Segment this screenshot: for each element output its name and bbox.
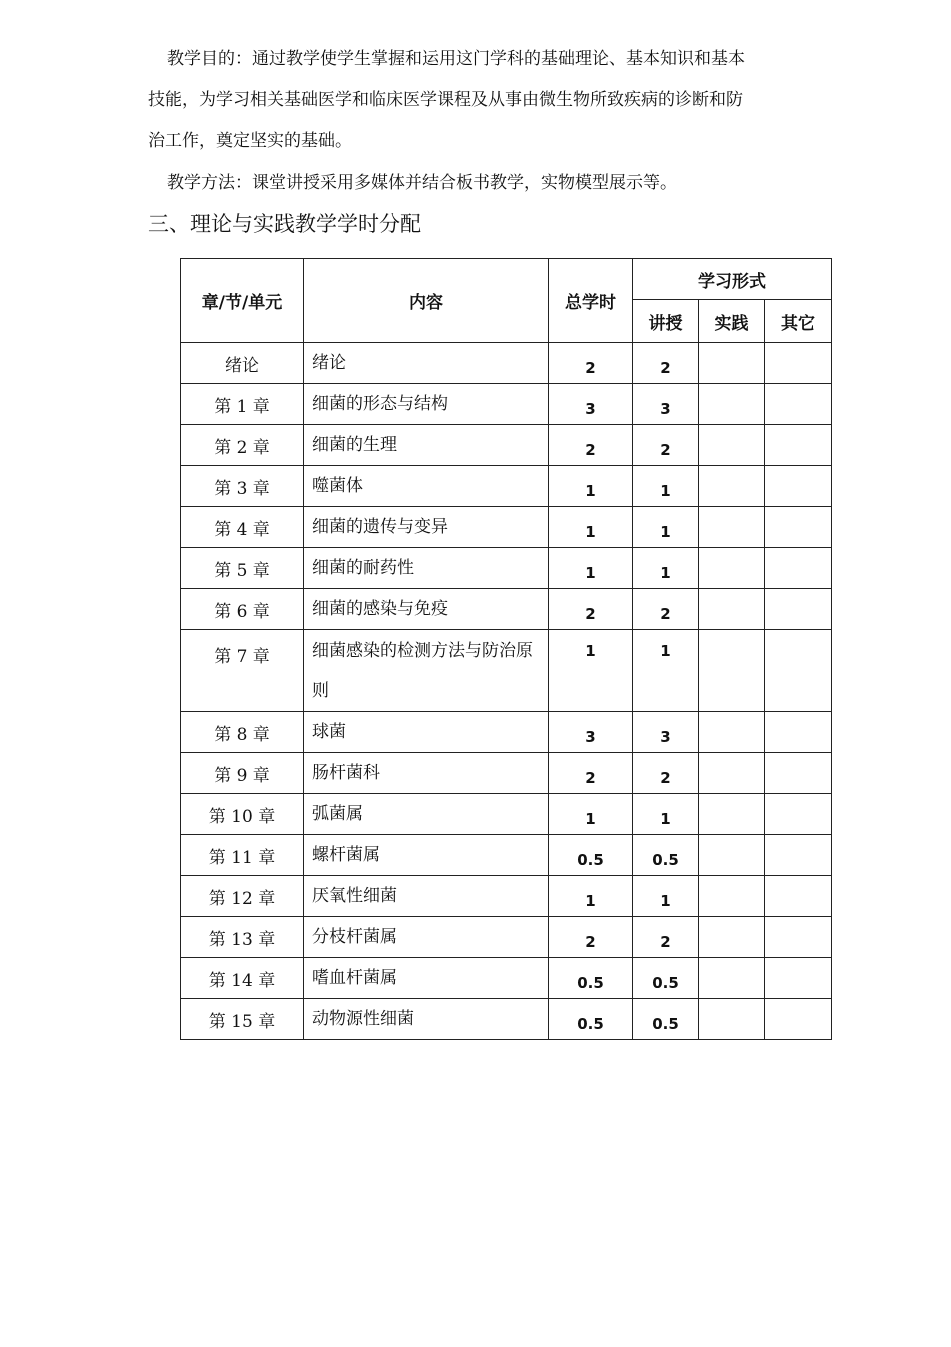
cell-content: 螺杆菌属 bbox=[304, 835, 549, 876]
header-content: 内容 bbox=[304, 259, 549, 343]
cell-content: 肠杆菌科 bbox=[304, 753, 549, 794]
cell-other-hours bbox=[765, 876, 832, 917]
cell-other-hours bbox=[765, 958, 832, 999]
cell-total-hours: 2 bbox=[549, 753, 633, 794]
table-row bbox=[181, 466, 832, 507]
cell-other-hours bbox=[765, 835, 832, 876]
cell-chapter: 第 4 章 bbox=[181, 507, 304, 548]
hours-allocation-table bbox=[180, 258, 832, 1040]
cell-practice-hours bbox=[699, 958, 765, 999]
cell-content: 细菌的形态与结构 bbox=[304, 384, 549, 425]
cell-content: 细菌的生理 bbox=[304, 425, 549, 466]
cell-content: 绪论 bbox=[304, 343, 549, 384]
cell-other-hours bbox=[765, 384, 832, 425]
cell-total-hours: 0.5 bbox=[549, 999, 633, 1040]
cell-chapter: 第 8 章 bbox=[181, 712, 304, 753]
cell-content: 细菌的耐药性 bbox=[304, 548, 549, 589]
cell-content: 细菌的遗传与变异 bbox=[304, 507, 549, 548]
cell-lecture-hours: 3 bbox=[633, 712, 699, 753]
cell-content: 球菌 bbox=[304, 712, 549, 753]
cell-lecture-hours: 1 bbox=[633, 507, 699, 548]
header-practice: 实践 bbox=[699, 300, 765, 343]
table-row bbox=[181, 712, 832, 753]
cell-total-hours: 1 bbox=[549, 630, 633, 712]
cell-lecture-hours: 0.5 bbox=[633, 958, 699, 999]
cell-other-hours bbox=[765, 794, 832, 835]
cell-total-hours: 1 bbox=[549, 876, 633, 917]
table-row bbox=[181, 958, 832, 999]
cell-total-hours: 1 bbox=[549, 507, 633, 548]
cell-total-hours: 0.5 bbox=[549, 835, 633, 876]
section-heading: 三、理论与实践教学学时分配 bbox=[148, 212, 421, 236]
cell-other-hours bbox=[765, 425, 832, 466]
cell-practice-hours bbox=[699, 384, 765, 425]
cell-lecture-hours: 2 bbox=[633, 753, 699, 794]
table-row bbox=[181, 753, 832, 794]
cell-content: 细菌的感染与免疫 bbox=[304, 589, 549, 630]
cell-chapter: 第 14 章 bbox=[181, 958, 304, 999]
cell-content: 噬菌体 bbox=[304, 466, 549, 507]
cell-lecture-hours: 0.5 bbox=[633, 999, 699, 1040]
cell-other-hours bbox=[765, 753, 832, 794]
table-row bbox=[181, 384, 832, 425]
cell-practice-hours bbox=[699, 548, 765, 589]
cell-chapter: 第 6 章 bbox=[181, 589, 304, 630]
cell-chapter: 第 15 章 bbox=[181, 999, 304, 1040]
cell-content: 厌氧性细菌 bbox=[304, 876, 549, 917]
cell-practice-hours bbox=[699, 753, 765, 794]
cell-lecture-hours: 2 bbox=[633, 343, 699, 384]
table-body bbox=[181, 343, 832, 1040]
cell-chapter: 第 12 章 bbox=[181, 876, 304, 917]
cell-chapter: 第 5 章 bbox=[181, 548, 304, 589]
cell-practice-hours bbox=[699, 999, 765, 1040]
table-row bbox=[181, 999, 832, 1040]
cell-practice-hours bbox=[699, 425, 765, 466]
cell-total-hours: 0.5 bbox=[549, 958, 633, 999]
cell-other-hours bbox=[765, 548, 832, 589]
cell-chapter: 第 13 章 bbox=[181, 917, 304, 958]
cell-content: 分枝杆菌属 bbox=[304, 917, 549, 958]
cell-lecture-hours: 2 bbox=[633, 917, 699, 958]
cell-chapter: 第 11 章 bbox=[181, 835, 304, 876]
cell-chapter: 第 3 章 bbox=[181, 466, 304, 507]
cell-other-hours bbox=[765, 712, 832, 753]
cell-content: 细菌感染的检测方法与防治原则 bbox=[304, 630, 549, 712]
cell-other-hours bbox=[765, 507, 832, 548]
cell-content: 动物源性细菌 bbox=[304, 999, 549, 1040]
cell-lecture-hours: 3 bbox=[633, 384, 699, 425]
cell-practice-hours bbox=[699, 835, 765, 876]
cell-other-hours bbox=[765, 589, 832, 630]
cell-content: 嗜血杆菌属 bbox=[304, 958, 549, 999]
table-row bbox=[181, 589, 832, 630]
cell-lecture-hours: 1 bbox=[633, 630, 699, 712]
cell-total-hours: 2 bbox=[549, 589, 633, 630]
table-row bbox=[181, 794, 832, 835]
table-row bbox=[181, 835, 832, 876]
cell-total-hours: 1 bbox=[549, 794, 633, 835]
cell-chapter: 第 2 章 bbox=[181, 425, 304, 466]
header-other: 其它 bbox=[765, 300, 832, 343]
header-total-hours: 总学时 bbox=[549, 259, 633, 343]
cell-total-hours: 3 bbox=[549, 384, 633, 425]
cell-chapter: 第 7 章 bbox=[181, 630, 304, 712]
cell-other-hours bbox=[765, 630, 832, 712]
cell-other-hours bbox=[765, 466, 832, 507]
cell-practice-hours bbox=[699, 630, 765, 712]
cell-total-hours: 2 bbox=[549, 917, 633, 958]
header-lecture: 讲授 bbox=[633, 300, 699, 343]
table-row bbox=[181, 917, 832, 958]
cell-chapter: 第 9 章 bbox=[181, 753, 304, 794]
purpose-line-3: 治工作，奠定坚实的基础。 bbox=[148, 131, 352, 151]
cell-total-hours: 1 bbox=[549, 466, 633, 507]
cell-total-hours: 2 bbox=[549, 425, 633, 466]
cell-lecture-hours: 1 bbox=[633, 794, 699, 835]
cell-total-hours: 1 bbox=[549, 548, 633, 589]
cell-chapter: 第 1 章 bbox=[181, 384, 304, 425]
cell-content: 弧菌属 bbox=[304, 794, 549, 835]
header-chapter: 章/节/单元 bbox=[181, 259, 304, 343]
header-learning-form: 学习形式 bbox=[633, 259, 832, 300]
cell-total-hours: 3 bbox=[549, 712, 633, 753]
table-row bbox=[181, 425, 832, 466]
cell-practice-hours bbox=[699, 917, 765, 958]
table-row bbox=[181, 507, 832, 548]
cell-lecture-hours: 0.5 bbox=[633, 835, 699, 876]
cell-other-hours bbox=[765, 343, 832, 384]
cell-lecture-hours: 2 bbox=[633, 425, 699, 466]
table-row bbox=[181, 343, 832, 384]
cell-practice-hours bbox=[699, 589, 765, 630]
cell-practice-hours bbox=[699, 466, 765, 507]
cell-other-hours bbox=[765, 999, 832, 1040]
purpose-line-2: 技能，为学习相关基础医学和临床医学课程及从事由微生物所致疾病的诊断和防 bbox=[148, 90, 743, 110]
cell-total-hours: 2 bbox=[549, 343, 633, 384]
cell-practice-hours bbox=[699, 507, 765, 548]
method-paragraph: 教学方法：课堂讲授采用多媒体并结合板书教学，实物模型展示等。 bbox=[167, 173, 677, 193]
cell-practice-hours bbox=[699, 712, 765, 753]
table-row bbox=[181, 630, 832, 712]
purpose-line-1: 教学目的：通过教学使学生掌握和运用这门学科的基础理论、基本知识和基本 bbox=[167, 49, 745, 69]
table-row bbox=[181, 548, 832, 589]
cell-practice-hours bbox=[699, 876, 765, 917]
cell-lecture-hours: 1 bbox=[633, 548, 699, 589]
cell-chapter: 第 10 章 bbox=[181, 794, 304, 835]
cell-practice-hours bbox=[699, 794, 765, 835]
cell-chapter: 绪论 bbox=[181, 343, 304, 384]
cell-lecture-hours: 1 bbox=[633, 876, 699, 917]
table-row bbox=[181, 876, 832, 917]
cell-lecture-hours: 1 bbox=[633, 466, 699, 507]
cell-practice-hours bbox=[699, 343, 765, 384]
cell-other-hours bbox=[765, 917, 832, 958]
cell-lecture-hours: 2 bbox=[633, 589, 699, 630]
